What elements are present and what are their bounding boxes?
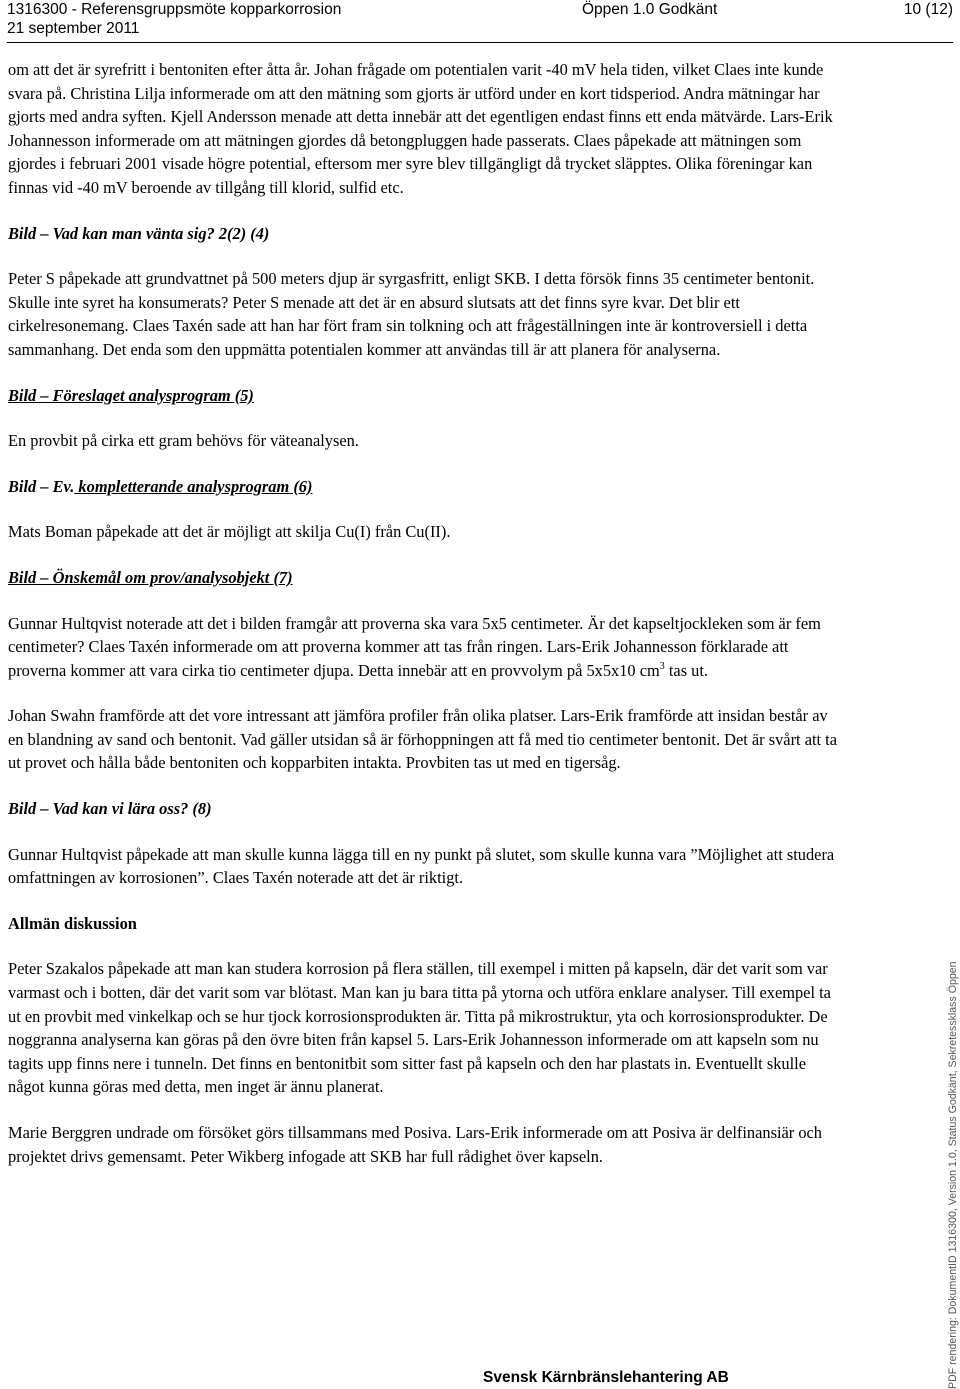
paragraph: Peter S påpekade att grundvattnet på 500 meters djup är syrgasfritt, enligt SKB. I detta försök finns 35 centimeter bentonit. Skulle inte syret ha konsumerats? Peter S menade att det är en absurd slutsats att det finns syre kvar. Det blir ett cirkelresonemang. Claes Taxén sade att han har fört fram sin tolkning och att frågeställningen inte är kontroversiell i detta sammanhang. Det enda som den uppmätta potentialen kommer att användas till är att planera för analyserna. [8, 269, 815, 359]
document-status: Öppen 1.0 Godkänt [582, 1, 718, 18]
page-header [7, 0, 953, 40]
section-heading [8, 384, 846, 408]
document-date: 21 september 2011 [7, 20, 140, 37]
heading-title: Bild – Ev. [8, 476, 75, 496]
paragraph: Johan Swahn framförde att det vore intressant att jämföra profiler från olika platser. Lars-Erik framförde att insidan består av en blandning av sand och bentonit. Vad gäller utsidan så är förhoppningen att få med tio centimeter bentonit. Det är svårt att ta ut provet och hålla både bentoniten och kopparbiten intakta. Provbiten tas ut med en tigersåg. [8, 706, 837, 773]
heading-title: Bild – Vad kan man vänta sig? [8, 223, 215, 243]
page-number: 10 (12) [903, 1, 953, 18]
footer-company: Svensk Kärnbränslehantering AB [483, 1369, 729, 1386]
heading-title: Bild – Vad kan vi lära oss? [8, 799, 189, 819]
heading-title: Bild – Föreslaget analysprogram (5) [8, 385, 254, 405]
section-heading [8, 797, 846, 821]
document-title: 1316300 - Referensgruppsmöte kopparkorrosion [7, 1, 342, 18]
heading-title: Bild – Önskemål om prov/analysobjekt (7) [8, 567, 293, 587]
paragraph-text-end: tas ut. [664, 660, 709, 680]
pdf-rendering-note: PDF rendering: DokumentID 1316300, Version 1.0, Status Godkänt, Sekretessklass Öppen [947, 961, 959, 1389]
paragraph: Peter Szakalos påpekade att man kan studera korrosion på flera ställen, till exempel i mitten på kapseln, där det varit som var varmast och i botten, där det varit som var blötast. Man kan ju bara titta på ytorna och utföra enklare analyser. Till exempel ta ut en provbit med vinkelkap och se hur tjock korrosionsprodukten är. Titta på mikrostruktur, yta och korrosionsprodukter. De noggranna analyserna kan göras på den övre biten från kapsel 5. Lars-Erik Johannesson informerade om att kapseln som nu tagits upp finns nere i tunneln. Det finns en bentonitbit som sitter fast på kapseln och den har plastats in. Eventuellt skulle något kunna göras med detta, men inget är ännu planerat. [8, 959, 831, 1097]
section-heading [8, 475, 846, 499]
section-heading [8, 222, 846, 246]
section-heading: Allmän diskussion [8, 913, 137, 933]
document-body [8, 58, 846, 1168]
heading-number: (8) [188, 799, 212, 819]
heading-subtitle: kompletterande analysprogram (6) [74, 476, 313, 496]
paragraph: om att det är syrefritt i bentoniten efter åtta år. Johan frågade om potentialen varit -40 mV hela tiden, vilket Claes inte kunde svara på. Christina Lilja informerade om att den mätning som gjorts är utförd under en kort tidsperiod. Andra mätningar har gjorts med andra syften. Kjell Andersson menade att detta innebär att det egentligen endast finns ett enda mätvärde. Lars-Erik Johannesson informerade om att mätningen gjordes då betongpluggen hade passerats. Claes påpekade att mätningen som gjordes i februari 2001 visade högre potential, eftersom mer syre blev tillgängligt då trycket släpptes. Olika föreningar kan finnas vid -40 mV beroende av tillgång till klorid, sulfid etc. [8, 60, 833, 197]
paragraph: Mats Boman påpekade att det är möjligt att skilja Cu(I) från Cu(II). [8, 522, 451, 542]
heading-number: 2(2) (4) [214, 223, 270, 243]
superscript: 3 [659, 660, 665, 672]
paragraph: En provbit på cirka ett gram behövs för väteanalysen. [8, 431, 359, 451]
paragraph: Gunnar Hultqvist påpekade att man skulle kunna lägga till en ny punkt på slutet, som skulle kunna vara ”Möjlighet att studera omfattningen av korrosionen”. Claes Taxén noterade att det är riktigt. [8, 844, 835, 888]
section-heading [8, 566, 846, 590]
header-divider [7, 42, 953, 43]
paragraph [8, 612, 846, 683]
paragraph-text: Gunnar Hultqvist noterade att det i bilden framgår att proverna ska vara 5x5 centimeter. Är det kapseltjockleken som är fem centimeter? Claes Taxén informerade om att proverna kommer att tas från ringen. Lars-Erik Johannesson förklarade att proverna kommer att vara cirka tio centimeter djupa. Detta innebär att en provvolym på 5x5x10 cm [8, 613, 821, 680]
paragraph: Marie Berggren undrade om försöket görs tillsammans med Posiva. Lars-Erik informerade om att Posiva är delfinansiär och projektet drivs gemensamt. Peter Wikberg infogade att SKB har full rådighet över kapseln. [8, 1123, 823, 1166]
